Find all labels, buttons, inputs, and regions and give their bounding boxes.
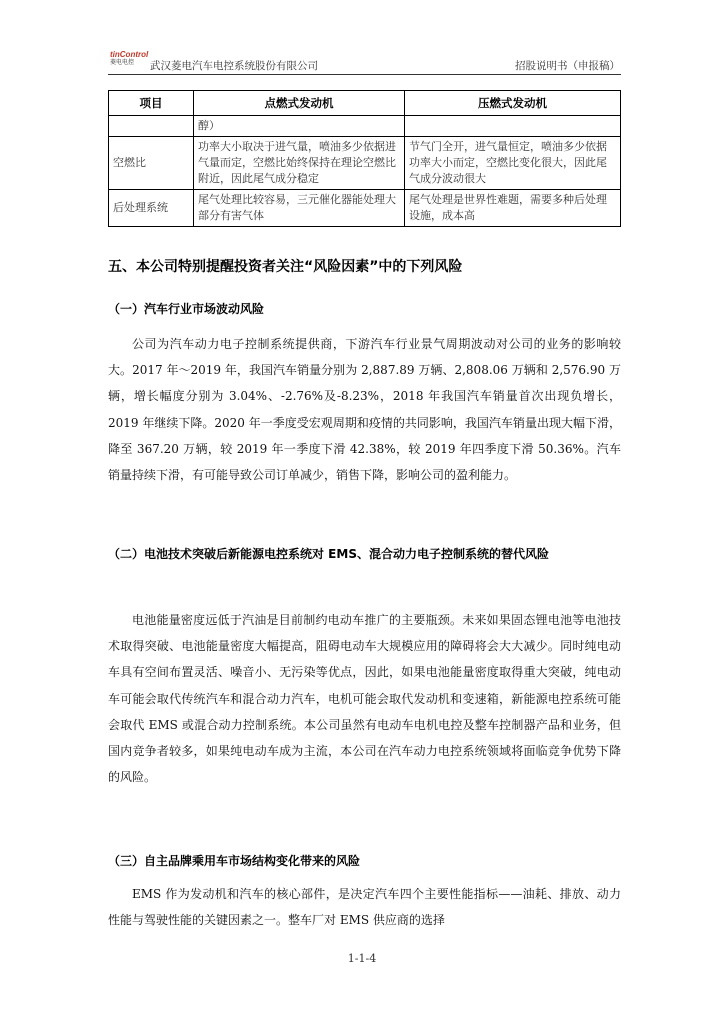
- logo-text: tinControl: [110, 50, 149, 59]
- table-cell-spark: 尾气处理比较容易，三元催化器能处理大部分有害气体: [194, 190, 405, 227]
- table-cell-item: 空燃比: [109, 137, 194, 190]
- document-title: 招股说明书（申报稿）: [515, 60, 620, 72]
- table-cell-item: [109, 116, 194, 137]
- subsection-title-3: （三）自主品牌乘用车市场结构变化带来的风险: [108, 854, 361, 868]
- paragraph-1: 公司为汽车动力电子控制系统提供商，下游汽车行业景气周期波动对公司的业务的影响较大。2017 年～2019 年，我国汽车销量分别为 2,887.89 万辆、2,808.06 万辆和 2,576.90 万辆，增长幅度分别为 3.04%、-2.76%及-8.23%，2018 年我国汽车销量首次出现负增长，2019 年继续下降。2020 年一季度受宏观周期和疫情的共同影响，我国汽车销量出现大幅下滑，降至 367.20 万辆，较 2019 年一季度下滑 42.38%，较 2019 年四季度下滑 50.36%。汽车销量持续下滑，有可能导致公司订单减少，销售下降，影响公司的盈利能力。: [108, 337, 621, 483]
- paragraph-3: EMS 作为发动机和汽车的核心部件，是决定汽车四个主要性能指标——油耗、排放、动力性能与驾驶性能的关键因素之一。整车厂对 EMS 供应商的选择: [108, 887, 621, 928]
- page-header: [108, 50, 620, 76]
- table-cell-spark: 醇）: [194, 116, 405, 137]
- engine-comparison-table: [108, 90, 621, 227]
- table-header-cell: 项目: [109, 91, 194, 116]
- table-cell-diesel: 尾气处理是世界性难题，需要多种后处理设施，成本高: [405, 190, 621, 227]
- table-row: [109, 190, 621, 227]
- subsection-title-2: （二）电池技术突破后新能源电控系统对 EMS、混合动力电子控制系统的替代风险: [108, 547, 549, 561]
- table-cell-diesel: [405, 116, 621, 137]
- subsection-title-1: （一）汽车行业市场波动风险: [108, 302, 265, 316]
- table-row: [109, 116, 621, 137]
- table-cell-spark: 功率大小取决于进气量，喷油多少依据进气量而定，空燃比始终保持在理论空燃比附近，因此尾气成分稳定: [194, 137, 405, 190]
- paragraph-2: 电池能量密度远低于汽油是目前制约电动车推广的主要瓶颈。未来如果固态锂电池等电池技术取得突破、电池能量密度大幅提高，阻碍电动车大规模应用的障碍将会大大减少。同时纯电动车具有空间布置灵活、噪音小、无污染等优点，因此，如果电池能量密度取得重大突破，纯电动车可能会取代传统汽车和混合动力汽车，电机可能会取代发动机和变速箱，新能源电控系统可能会取代 EMS 或混合动力控制系统。本公司虽然有电动车电机电控及整车控制器产品和业务，但国内竞争者较多，如果纯电动车成为主流，本公司在汽车动力电控系统领域将面临竞争优势下降的风险。: [108, 613, 621, 785]
- page-number: 1-1-4: [347, 952, 377, 965]
- table-header-cell: 点燃式发动机: [194, 91, 405, 116]
- company-logo: [110, 50, 150, 67]
- table-header-cell: 压燃式发动机: [405, 91, 621, 116]
- table-header-row: [109, 91, 621, 116]
- table-cell-diesel: 节气门全开，进气量恒定，喷油多少依据功率大小而定，空燃比变化很大，因此尾气成分波动很大: [405, 137, 621, 190]
- header-divider: [108, 74, 621, 75]
- table-row: [109, 137, 621, 190]
- table-cell-item: 后处理系统: [109, 190, 194, 227]
- section-title: 五、本公司特别提醒投资者关注“风险因素”中的下列风险: [108, 259, 463, 275]
- company-name: 武汉菱电汽车电控系统股份有限公司: [150, 60, 318, 72]
- logo-subtext: 菱电电控: [110, 60, 135, 66]
